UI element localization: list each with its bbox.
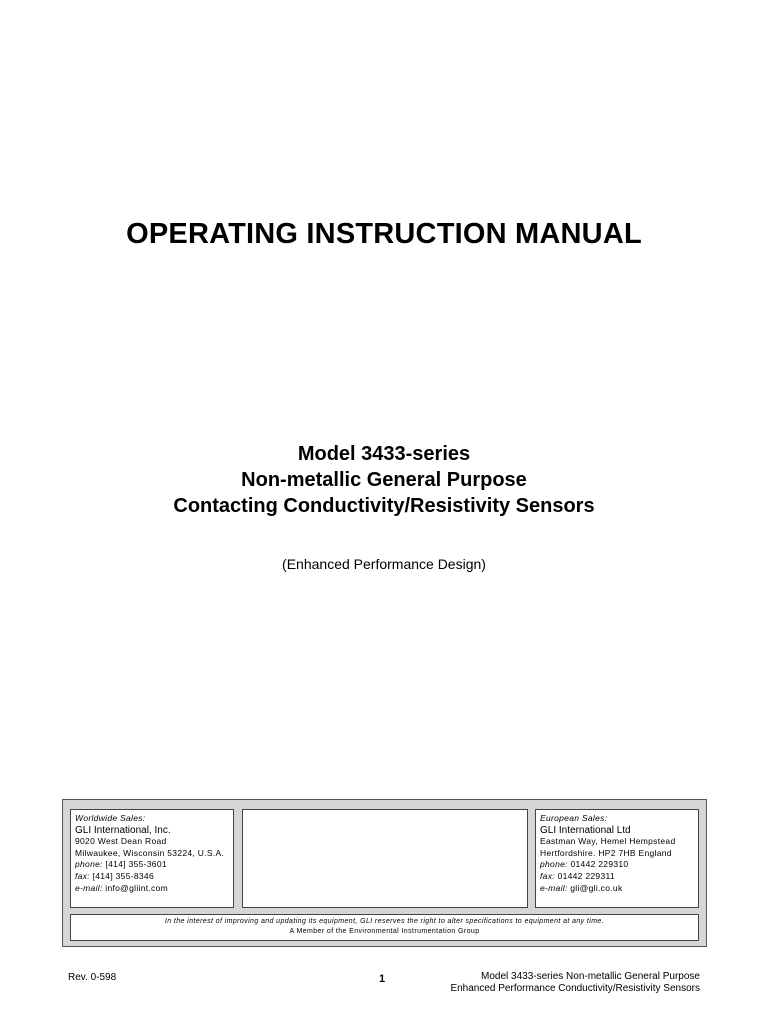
worldwide-email: info@gliint.com (105, 882, 169, 893)
worldwide-company: GLI International, Inc. (75, 824, 171, 836)
worldwide-address-2: Milwaukee, Wisconsin 53224, U.S.A. (75, 847, 225, 858)
footer-product-line-1: Model 3433-series Non-metallic General Purpose (481, 971, 700, 982)
european-sales-box (535, 809, 699, 908)
worldwide-fax: [414] 355-8346 (92, 870, 154, 881)
notice-disclaimer: In the interest of improving and updating its equipment, GLI reserves the right to alter specifications to equipment at any time. (164, 918, 605, 925)
worldwide-phone-label: phone: (75, 859, 103, 870)
worldwide-fax-label: fax: (75, 870, 90, 881)
model-line-2: Non-metallic General Purpose (241, 469, 527, 491)
model-line-3: Contacting Conductivity/Resistivity Sensors (173, 495, 595, 517)
worldwide-fax-row (75, 871, 233, 883)
model-line-1: Model 3433-series (297, 443, 471, 465)
european-fax-row (540, 871, 698, 883)
worldwide-phone: [414] 355-3601 (105, 859, 167, 870)
european-address-2: Hertfordshire. HP2 7HB England (540, 847, 672, 858)
footer-revision: Rev. 0-598 (68, 972, 117, 983)
blank-center-box (242, 809, 528, 908)
document-title: OPERATING INSTRUCTION MANUAL (126, 218, 642, 250)
notice-membership: A Member of the Environmental Instrumentation Group (289, 928, 480, 935)
worldwide-address-1: 9020 West Dean Road (75, 836, 167, 847)
european-fax: 01442 229311 (557, 870, 615, 881)
european-heading: European Sales: (540, 813, 608, 823)
notice-box (70, 914, 699, 941)
worldwide-sales-box (70, 809, 234, 908)
european-address-1: Eastman Way, Hemel Hempstead (540, 836, 676, 847)
worldwide-email-row (75, 883, 233, 895)
footer-product-title (450, 971, 700, 995)
worldwide-heading: Worldwide Sales: (75, 813, 146, 823)
worldwide-email-label: e-mail: (75, 882, 103, 893)
contact-panel (62, 799, 707, 947)
european-phone: 01442 229310 (570, 859, 629, 870)
european-phone-label: phone: (540, 859, 568, 870)
european-email-row (540, 883, 698, 895)
european-company: GLI International Ltd (540, 824, 631, 836)
worldwide-phone-row (75, 859, 233, 871)
footer-page-number: 1 (379, 973, 386, 985)
model-heading (0, 441, 768, 519)
european-fax-label: fax: (540, 870, 555, 881)
footer-product-line-2: Enhanced Performance Conductivity/Resistivity Sensors (450, 983, 700, 994)
european-email-label: e-mail: (540, 882, 568, 893)
design-subtitle: (Enhanced Performance Design) (282, 556, 486, 572)
european-email: gli@gli.co.uk (570, 882, 623, 893)
european-phone-row (540, 859, 698, 871)
